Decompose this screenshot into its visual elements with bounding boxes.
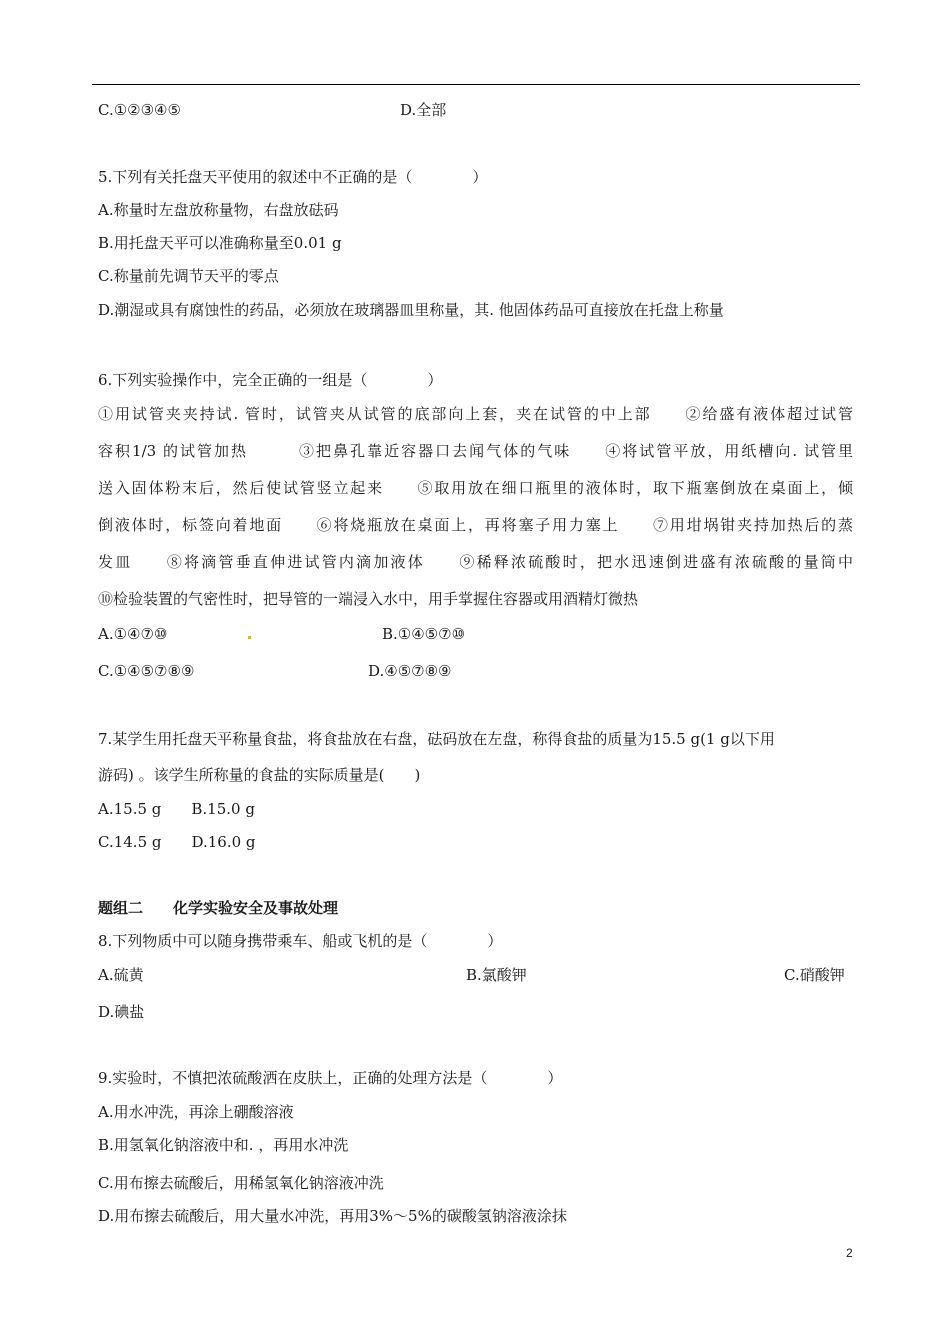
q6-line: 容积1/3 的试管加热 ③把鼻孔靠近容器口去闻气体的气味 ④将试管平放，用纸槽向. 试管里 [98,442,853,460]
q5-option-b: B.用托盘天平可以准确称量至0.01 g [98,234,342,252]
q5-option-d: D.潮湿或具有腐蚀性的药品，必须放在玻璃器皿里称量，其. 他固体药品可直接放在托盘上称量 [98,301,724,319]
q6-line: ⑩检验装置的气密性时，把导管的一端浸入水中，用手掌握住容器或用酒精灯微热 [98,590,639,608]
q9-option-a: A.用水冲洗，再涂上硼酸溶液 [98,1103,294,1121]
q8-stem: 8.下列物质中可以随身携带乘车、船或飞机的是（ ） [98,932,503,950]
q8-option-a: A.硫黄 [98,966,144,984]
q6-line: 送入固体粉末后，然后使试管竖立起来 ⑤取用放在细口瓶里的液体时，取下瓶塞倒放在桌面上，倾 [98,479,853,497]
q4-option-d: D.全部 [400,101,447,119]
q5-option-a: A.称量时左盘放称量物，右盘放砝码 [98,201,339,219]
q9-stem: 9.实验时，不慎把浓硫酸洒在皮肤上，正确的处理方法是（ ） [98,1069,563,1087]
q9-option-b: B.用氢氧化钠溶液中和. ，再用水冲洗 [98,1136,349,1154]
q9-option-c: C.用布擦去硫酸后，用稀氢氧化钠溶液冲洗 [98,1174,384,1192]
q8-option-c: C.硝酸钾 [784,966,845,984]
q6-line: 倒液体时，标签向着地面 ⑥将烧瓶放在桌面上，再将塞子用力塞上 ⑦用坩埚钳夹持加热后的蒸 [98,516,853,534]
page-number: 2 [846,1246,853,1260]
q6-option-b: B.①④⑤⑦⑩ [382,625,466,643]
q5-option-c: C.称量前先调节天平的零点 [98,267,279,285]
q6-line: 发皿 ⑧将滴管垂直伸进试管内滴加液体 ⑨稀释浓硫酸时，把水迅速倒进盛有浓硫酸的量筒中 [98,553,853,571]
q7-stem-line2: 游码) 。该学生所称量的食盐的实际质量是( ) [98,766,421,784]
q8-option-b: B.氯酸钾 [466,966,527,984]
q7-options-cd: C.14.5 g D.16.0 g [98,833,256,851]
speck-mark [248,636,251,639]
q6-option-d: D.④⑤⑦⑧⑨ [368,662,452,680]
q4-option-c: C.①②③④⑤ [98,101,181,119]
q8-option-d: D.碘盐 [98,1003,145,1021]
q9-option-d: D.用布擦去硫酸后，用大量水冲洗，再用3%～5%的碳酸氢钠溶液涂抹 [98,1207,567,1225]
section-heading: 题组二 化学实验安全及事故处理 [98,899,339,917]
q6-option-a: A.①④⑦⑩ [98,625,168,643]
q7-options-ab: A.15.5 g B.15.0 g [98,800,255,818]
header-rule [92,84,860,85]
q6-line: ①用试管夹夹持试. 管时，试管夹从试管的底部向上套，夹在试管的中上部 ②给盛有液体超过试管 [98,405,853,423]
q7-stem-line1: 7.某学生用托盘天平称量食盐，将食盐放在右盘，砝码放在左盘，称得食盐的质量为15.5 g(1 g以下用 [98,730,775,748]
q6-option-c: C.①④⑤⑦⑧⑨ [98,662,195,680]
q5-stem: 5.下列有关托盘天平使用的叙述中不正确的是（ ） [98,168,488,186]
q6-stem: 6.下列实验操作中，完全正确的一组是（ ） [98,371,443,389]
